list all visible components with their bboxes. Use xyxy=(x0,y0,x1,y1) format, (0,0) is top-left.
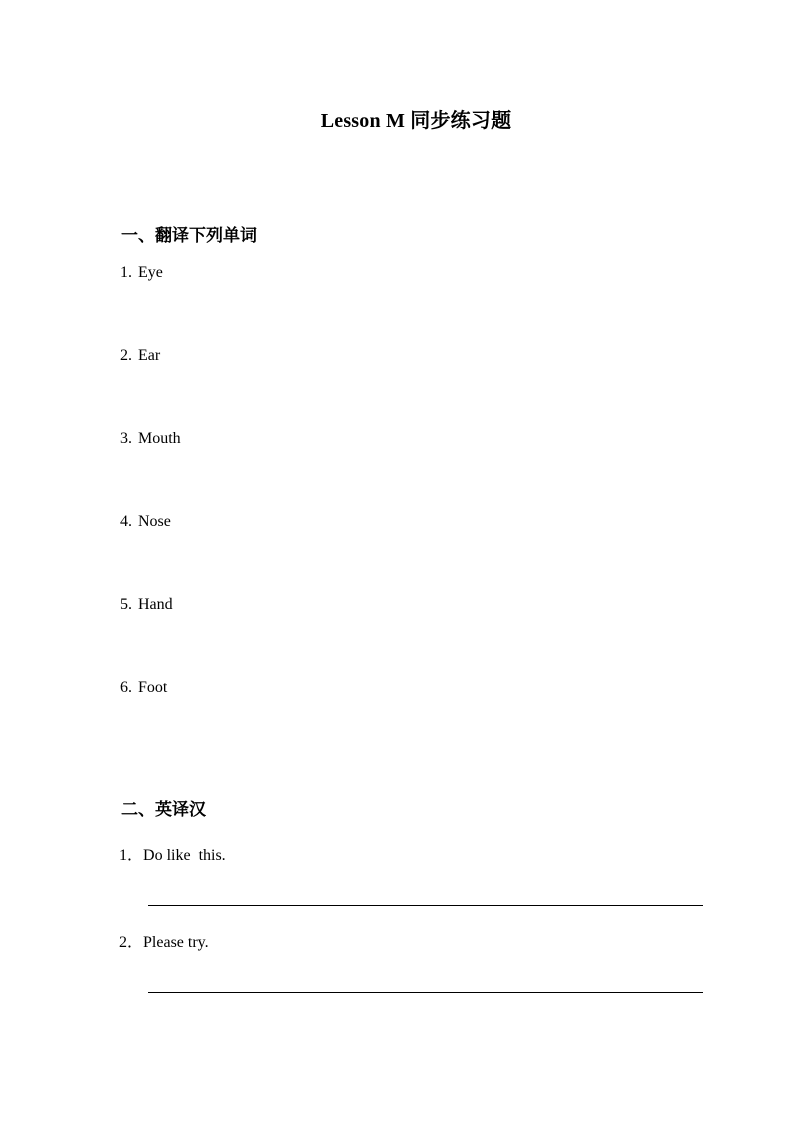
word-item xyxy=(120,596,173,614)
word-text: Mouth xyxy=(138,430,181,447)
item-number: 5. xyxy=(120,596,132,613)
page-title: Lesson M 同步练习题 xyxy=(320,110,512,132)
item-number: 1． xyxy=(119,847,144,864)
answer-line[interactable] xyxy=(148,992,703,993)
word-item xyxy=(120,347,160,365)
sentence-text: Please try. xyxy=(143,934,209,951)
item-number: 2． xyxy=(119,934,144,951)
word-item xyxy=(120,264,163,282)
word-text: Nose xyxy=(138,513,171,530)
section-heading-word-translation: 一、翻译下列单词 xyxy=(121,226,257,245)
item-number: 1. xyxy=(120,264,132,281)
answer-line[interactable] xyxy=(148,905,703,906)
word-text: Foot xyxy=(138,679,168,696)
word-text: Eye xyxy=(138,264,163,281)
section-heading-english-to-chinese: 二、英译汉 xyxy=(121,800,206,819)
sentence-text: Do like this. xyxy=(143,847,226,864)
sentence-item xyxy=(119,929,209,952)
item-number: 6. xyxy=(120,679,132,696)
item-number: 2. xyxy=(120,347,132,364)
word-item xyxy=(120,679,167,697)
word-text: Ear xyxy=(138,347,161,364)
word-text: Hand xyxy=(138,596,173,613)
word-item xyxy=(120,430,181,448)
item-number: 3. xyxy=(120,430,132,447)
word-item xyxy=(120,513,171,531)
item-number: 4. xyxy=(120,513,132,530)
sentence-item xyxy=(119,842,226,865)
